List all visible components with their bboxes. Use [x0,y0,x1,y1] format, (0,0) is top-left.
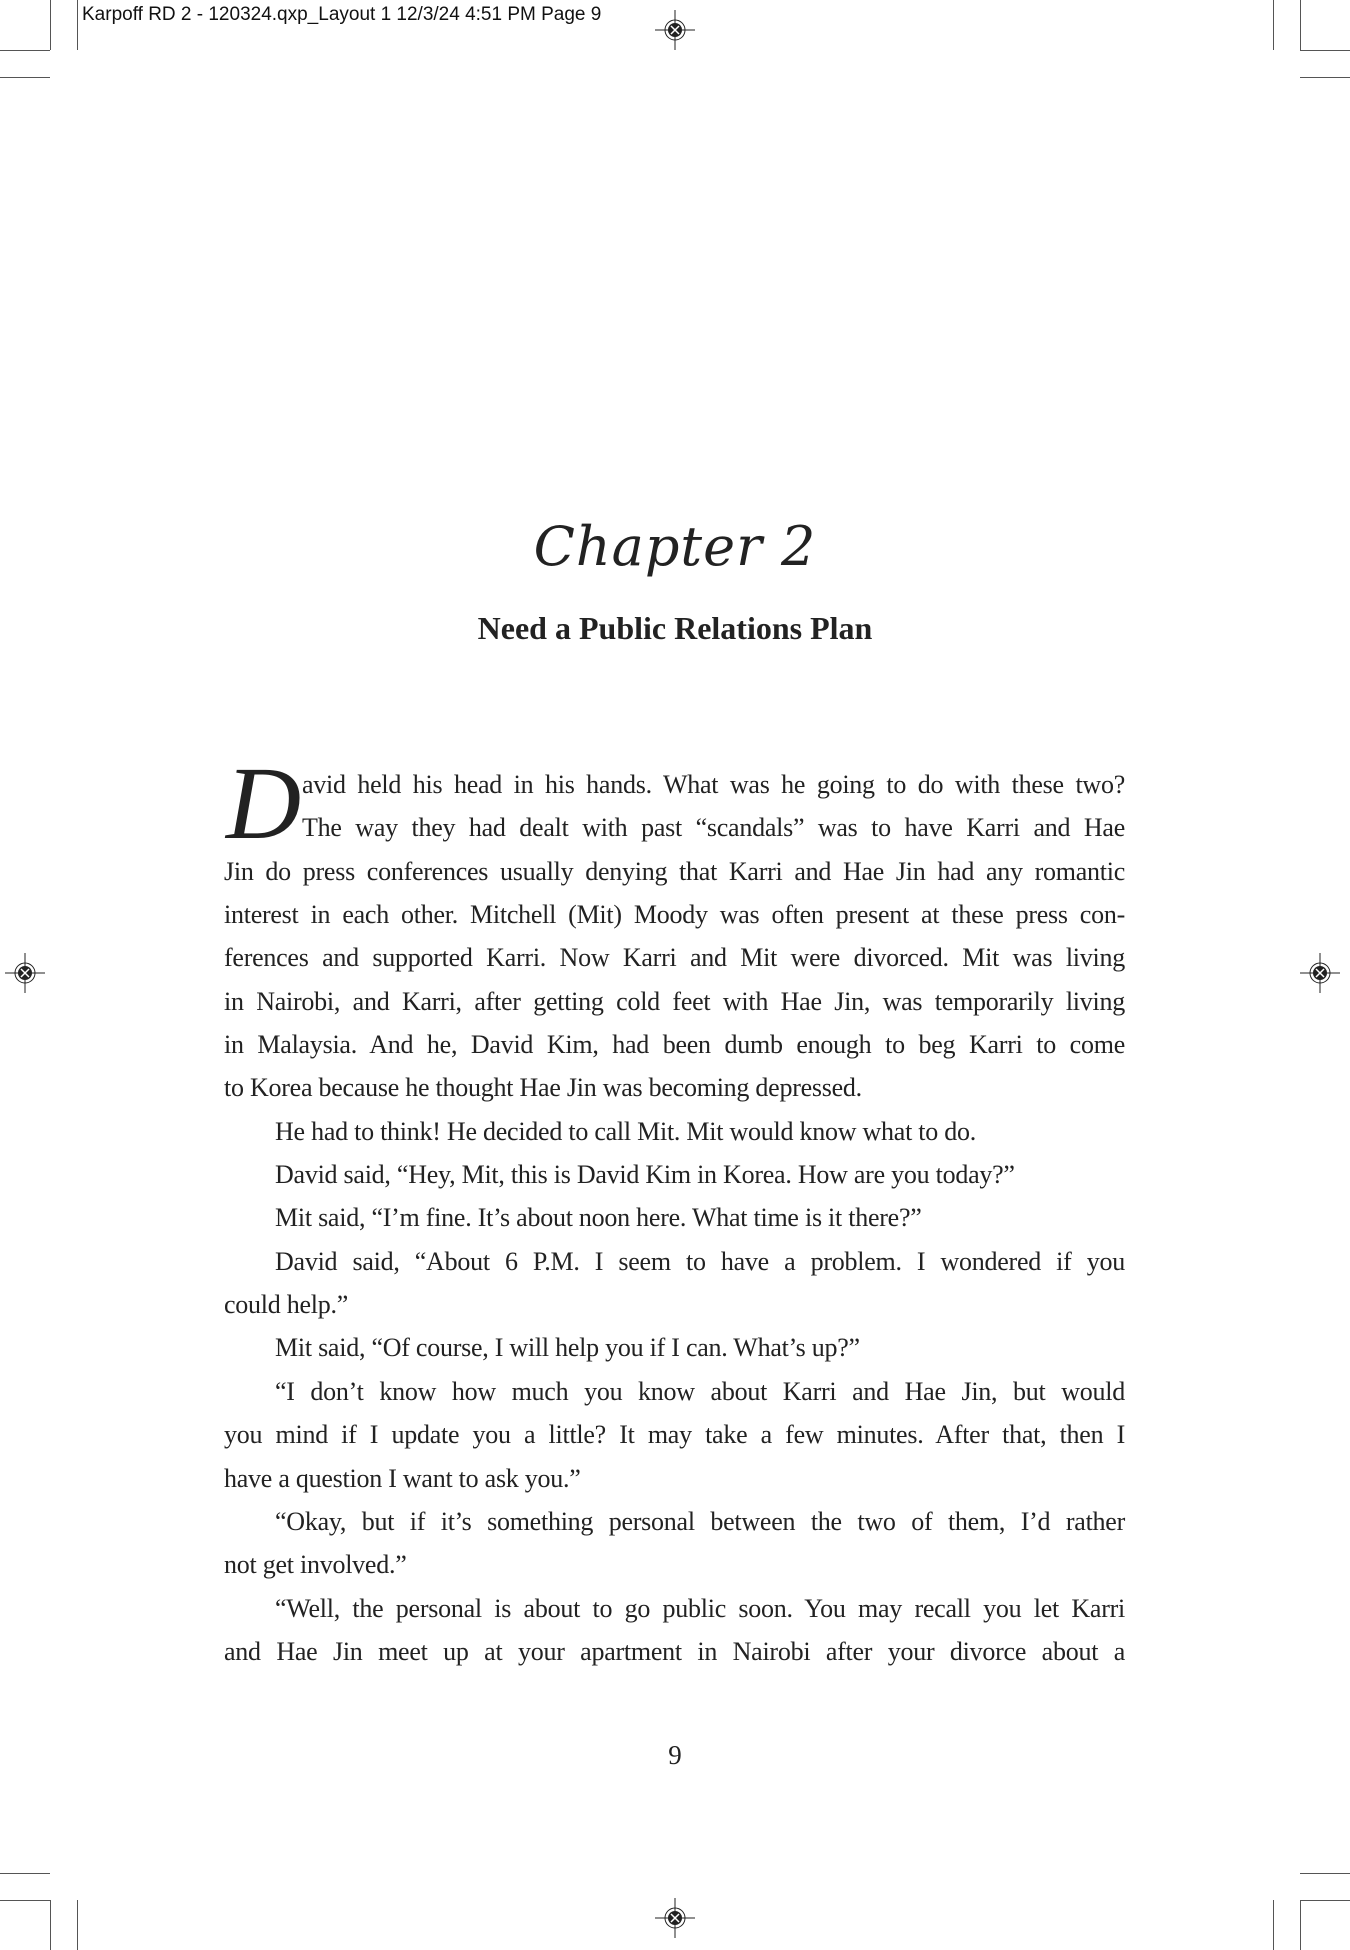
text-line: interest in each other. Mitchell (Mit) Moody was often present at these press con- [224,900,1125,930]
crop-mark [1300,1900,1350,1901]
registration-mark-icon [655,10,695,50]
text-line: Mit said, “I’m fine. It’s about noon here. What time is it there?” [275,1203,922,1233]
text-line: could help.” [224,1290,349,1320]
text-line: “Well, the personal is about to go public soon. You may recall you let Karri [275,1593,1125,1623]
crop-mark [77,1900,78,1950]
crop-mark [0,1873,50,1874]
text-line: The way they had dealt with past “scandals” was to have Karri and Hae [302,813,1125,843]
page-number: 9 [668,1740,682,1770]
body-text [224,763,1125,1673]
text-line: “I don’t know how much you know about Karri and Hae Jin, but would [275,1376,1125,1406]
text-line: avid held his head in his hands. What was he going to do with these two? [302,770,1125,799]
text-line: in Malaysia. And he, David Kim, had been dumb enough to beg Karri to come [224,1030,1125,1060]
crop-mark [1300,1900,1301,1950]
registration-mark-icon [655,1898,695,1938]
text-line: He had to think! He decided to call Mit. Mit would know what to do. [275,1116,977,1146]
text-line: you mind if I update you a little? It may take a few minutes. After that, then I [224,1420,1125,1450]
crop-mark [0,1900,50,1901]
text-line: not get involved.” [224,1550,407,1580]
registration-mark-icon [1300,953,1340,993]
crop-mark [77,0,78,50]
crop-mark [0,77,50,78]
text-line: and Hae Jin meet up at your apartment in Nairobi after your divorce about a [224,1636,1125,1666]
text-line: to Korea because he thought Hae Jin was becoming depressed. [224,1073,862,1103]
crop-mark [1273,0,1274,50]
crop-mark [1300,0,1301,50]
crop-mark [0,50,50,51]
crop-mark [1273,1900,1274,1950]
crop-mark [50,1900,51,1950]
crop-mark [1300,50,1350,51]
registration-mark-icon [5,953,45,993]
chapter-title: Chapter 2 [533,515,817,578]
print-slug: Karpoff RD 2 - 120324.qxp_Layout 1 12/3/24 4:51 PM Page 9 [82,4,602,25]
text-line: “Okay, but if it’s something personal between the two of them, I’d rather [275,1506,1125,1536]
drop-cap: D [226,746,302,861]
text-line: David said, “Hey, Mit, this is David Kim in Korea. How are you today?” [275,1160,1015,1190]
crop-mark [1300,77,1350,78]
text-line: ferences and supported Karri. Now Karri and Mit were divorced. Mit was living [224,943,1125,973]
text-line: Jin do press conferences usually denying that Karri and Hae Jin had any romantic [224,856,1125,886]
text-line: have a question I want to ask you.” [224,1463,581,1493]
text-line: Mit said, “Of course, I will help you if I can. What’s up?” [275,1333,860,1363]
crop-mark [1300,1873,1350,1874]
chapter-subtitle: Need a Public Relations Plan [477,610,873,646]
text-line: David said, “About 6 P.M. I seem to have a problem. I wondered if you [275,1246,1125,1276]
text-line: in Nairobi, and Karri, after getting cold feet with Hae Jin, was temporarily living [224,986,1125,1016]
crop-mark [50,0,51,50]
